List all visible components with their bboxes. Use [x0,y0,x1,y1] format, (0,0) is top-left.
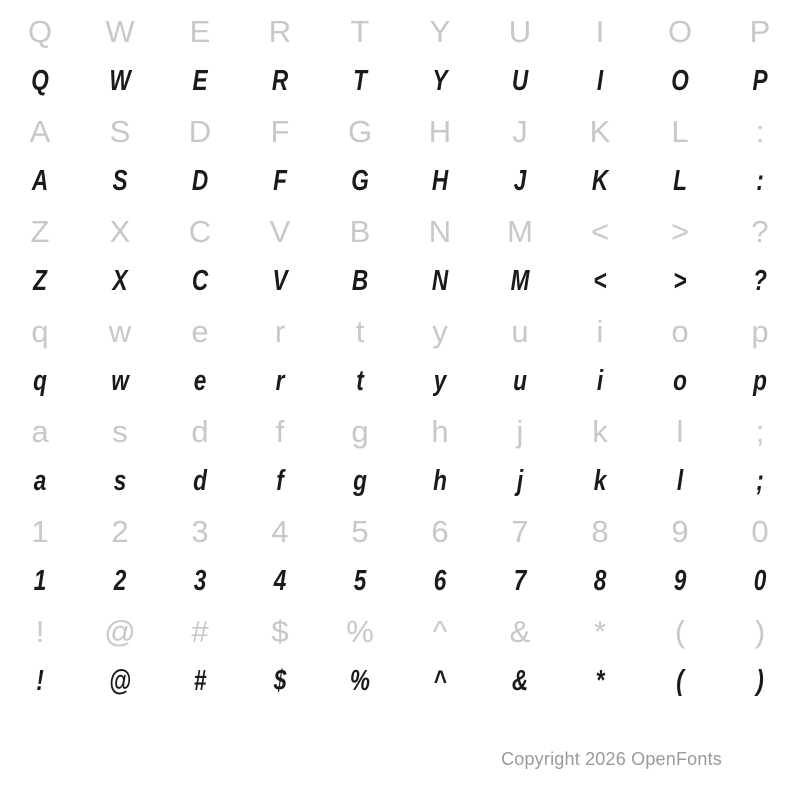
glyph-cell: e [193,365,207,397]
glyph-cell: r [274,314,286,349]
glyph-cell: V [272,265,288,297]
glyph-cell: K [591,165,609,197]
glyph-cell: K [589,114,611,149]
glyph-cell: L [673,165,687,197]
glyph-cell: Z [30,214,50,249]
glyph-row-sample [0,57,800,106]
glyph-row-reference [0,106,800,157]
glyph-row-sample [0,357,800,406]
glyph-cell: t [355,314,365,349]
glyph-cell: # [191,614,209,649]
glyph-row-reference [0,506,800,557]
glyph-cell: 1 [31,514,49,549]
glyph-cell: U [508,14,532,49]
glyph-cell: < [593,265,607,297]
glyph-cell: G [347,114,373,149]
glyph-cell: ( [676,665,684,697]
glyph-cell: ! [35,614,45,649]
glyph-row-reference [0,206,800,257]
glyph-cell: 8 [593,565,607,597]
glyph-cell: q [33,365,47,397]
glyph-cell: M [507,214,533,249]
glyph-cell: 5 [353,565,367,597]
glyph-cell: u [513,365,527,397]
glyph-cell: u [511,314,529,349]
glyph-row-sample [0,657,800,706]
glyph-row-sample [0,457,800,506]
glyph-cell: & [509,614,531,649]
glyph-cell: r [275,365,285,397]
glyph-cell: * [595,665,605,697]
glyph-cell: a [31,414,49,449]
glyph-cell: $ [271,614,289,649]
glyph-cell: > [673,265,687,297]
glyph-cell: d [191,414,209,449]
glyph-cell: Y [432,65,448,97]
glyph-cell: U [511,65,529,97]
glyph-cell: X [112,265,128,297]
glyph-cell: ^ [432,614,448,649]
glyph-cell: 2 [111,514,129,549]
glyph-cell: e [191,314,209,349]
glyph-cell: F [270,114,290,149]
glyph-cell: A [29,114,51,149]
glyph-cell: ( [674,614,686,649]
glyph-cell: o [671,314,689,349]
glyph-cell: : [756,165,764,197]
glyph-cell: E [192,65,208,97]
glyph-cell: J [512,114,528,149]
glyph-cell: ; [755,414,765,449]
glyph-cell: s [113,465,127,497]
glyph-cell: d [193,465,207,497]
glyph-cell: g [351,414,369,449]
glyph-cell: Z [33,265,47,297]
glyph-cell: T [353,65,367,97]
glyph-row-reference [0,406,800,457]
glyph-cell: Y [429,14,451,49]
glyph-cell: 4 [271,514,289,549]
glyph-cell: N [428,214,452,249]
glyph-cell: S [112,165,128,197]
glyph-row-sample [0,257,800,306]
glyph-cell: F [273,165,287,197]
glyph-cell: 5 [351,514,369,549]
glyph-row-sample [0,157,800,206]
glyph-cell: ) [756,665,764,697]
glyph-cell: i [596,314,604,349]
glyph-cell: ^ [433,665,447,697]
glyph-cell: C [191,265,209,297]
glyph-cell: j [516,414,524,449]
glyph-cell: y [432,314,448,349]
glyph-cell: a [33,465,47,497]
glyph-cell: k [592,414,608,449]
glyph-cell: 6 [433,565,447,597]
glyph-cell: p [751,314,769,349]
glyph-cell: R [268,14,292,49]
glyph-cell: 0 [751,514,769,549]
glyph-cell: M [510,265,530,297]
glyph-cell: E [189,14,211,49]
glyph-row-reference [0,606,800,657]
glyph-cell: l [676,465,684,497]
glyph-cell: p [753,365,767,397]
glyph-cell: w [111,365,129,397]
glyph-cell: 9 [671,514,689,549]
glyph-cell: > [670,214,690,249]
glyph-cell: : [755,114,765,149]
glyph-cell: % [346,614,374,649]
glyph-cell: O [667,14,693,49]
glyph-cell: B [349,214,371,249]
glyph-cell: # [193,665,207,697]
glyph-cell: V [269,214,291,249]
glyph-cell: 3 [191,514,209,549]
glyph-row-reference [0,306,800,357]
glyph-cell: J [513,165,527,197]
glyph-cell: j [516,465,524,497]
glyph-cell: & [511,665,529,697]
glyph-cell: ? [751,214,769,249]
glyph-cell: * [593,614,607,649]
glyph-cell: @ [108,665,132,697]
glyph-cell: ! [36,665,44,697]
glyph-cell: O [671,65,689,97]
glyph-row-sample [0,557,800,606]
glyph-cell: R [271,65,289,97]
glyph-cell: $ [273,665,287,697]
glyph-cell: H [431,165,449,197]
glyph-cell: H [428,114,452,149]
glyph-cell: N [431,265,449,297]
glyph-cell: i [596,365,604,397]
glyph-cell: 6 [431,514,449,549]
copyright-notice: Copyright 2026 OpenFonts [501,749,722,769]
glyph-cell: w [108,314,132,349]
glyph-cell: Q [31,65,49,97]
glyph-cell: f [275,414,285,449]
glyph-row-reference [0,6,800,57]
glyph-cell: ? [753,265,767,297]
glyph-cell: 1 [33,565,47,597]
glyph-cell: P [749,14,771,49]
glyph-cell: S [109,114,131,149]
glyph-cell: D [188,114,212,149]
glyph-cell: 8 [591,514,609,549]
glyph-cell: % [349,665,371,697]
glyph-cell: o [673,365,687,397]
glyph-cell: ; [756,465,764,497]
glyph-cell: P [752,65,768,97]
glyph-cell: g [353,465,367,497]
glyph-cell: 3 [193,565,207,597]
glyph-cell: 7 [511,514,529,549]
glyph-cell: C [188,214,212,249]
glyph-cell: B [351,265,369,297]
glyph-cell: X [109,214,131,249]
glyph-cell: q [31,314,49,349]
glyph-cell: W [105,14,135,49]
glyph-cell: t [356,365,364,397]
glyph-cell: 2 [113,565,127,597]
glyph-cell: 0 [753,565,767,597]
glyph-cell: Q [27,14,53,49]
glyph-cell: y [433,365,447,397]
glyph-cell: s [112,414,128,449]
glyph-cell: k [593,465,607,497]
glyph-cell: h [431,414,449,449]
glyph-cell: h [433,465,447,497]
glyph-cell: L [671,114,689,149]
glyph-cell: 4 [273,565,287,597]
glyph-cell: l [676,414,684,449]
glyph-cell: 9 [673,565,687,597]
glyph-cell: W [109,65,131,97]
glyph-cell: I [595,14,605,49]
glyph-cell: I [596,65,604,97]
glyph-cell: < [590,214,610,249]
glyph-cell: @ [104,614,136,649]
glyph-cell: 7 [513,565,527,597]
glyph-cell: D [191,165,209,197]
glyph-cell: A [31,165,49,197]
glyph-cell: ) [754,614,766,649]
glyph-cell: T [350,14,370,49]
glyph-cell: f [276,465,284,497]
glyph-cell: G [351,165,369,197]
